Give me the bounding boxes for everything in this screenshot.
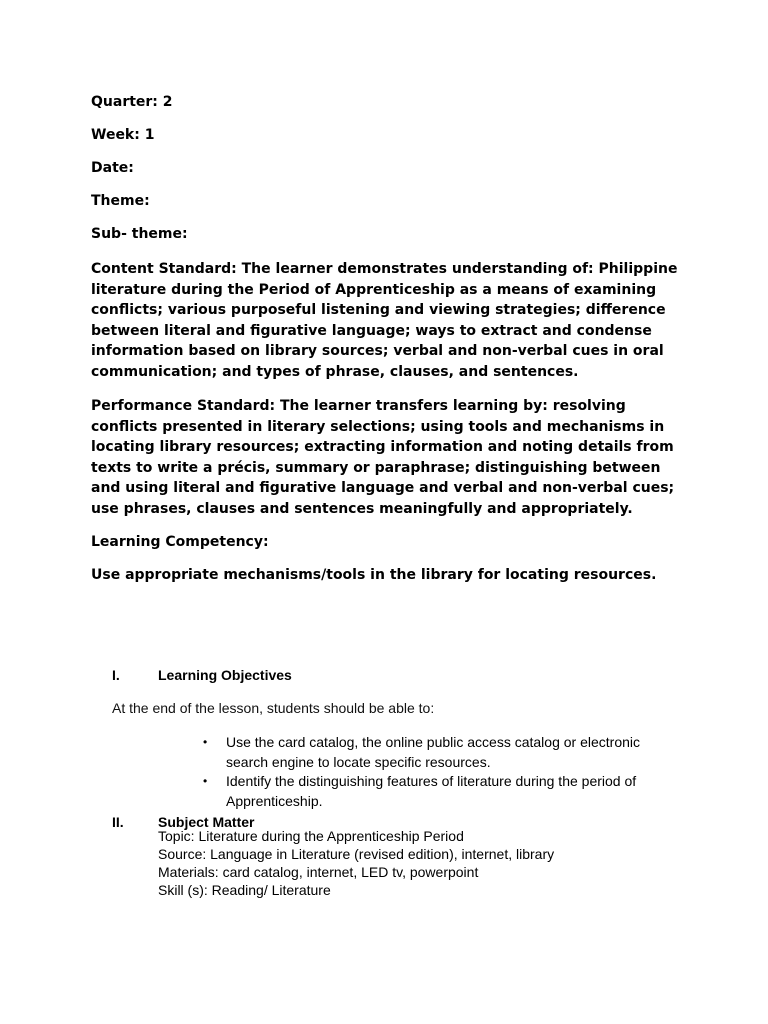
- theme-line: Theme:: [91, 193, 150, 209]
- objectives-list: [203, 733, 683, 811]
- list-item: [203, 733, 683, 772]
- section-2-number: II.: [112, 814, 124, 830]
- quarter-line: Quarter: 2: [91, 94, 173, 110]
- subject-matter-details: [158, 827, 554, 899]
- sub-theme-line: Sub- theme:: [91, 226, 188, 242]
- objectives-intro: At the end of the lesson, students should be able to:: [112, 700, 435, 716]
- objective-text: Identify the distinguishing features of literature during the period of Apprenticeship.: [226, 773, 637, 809]
- section-1-title: Learning Objectives: [158, 667, 292, 683]
- list-item: [203, 772, 683, 811]
- learning-competency-label: Learning Competency:: [91, 534, 269, 550]
- date-line: Date:: [91, 160, 134, 176]
- topic-line: Topic: Literature during the Apprenticeship Period: [158, 828, 464, 844]
- content-standard-paragraph: Content Standard: The learner demonstrates understanding of: Philippine literature during the Period of Apprenticeship as a means of examining conflicts; various purposeful listening and viewing strategies; difference between literal and figurative language; ways to extract and condense information based on library sources; verbal and non-verbal cues in oral communication; and types of phrase, clauses, and sentences.: [91, 261, 678, 380]
- source-line: Source: Language in Literature (revised edition), internet, library: [158, 846, 555, 862]
- lesson-header: [91, 93, 691, 258]
- bullet-icon: •: [203, 774, 208, 788]
- bullet-icon: •: [203, 735, 208, 749]
- objective-text: Use the card catalog, the online public access catalog or electronic search engine to locate specific resources.: [226, 734, 641, 770]
- week-line: Week: 1: [91, 127, 155, 143]
- skill-line: Skill (s): Reading/ Literature: [158, 882, 331, 898]
- learning-competency-text: Use appropriate mechanisms/tools in the library for locating resources.: [91, 567, 657, 583]
- section-2-title: Subject Matter: [158, 814, 255, 830]
- section-1-number: I.: [112, 667, 120, 683]
- performance-standard-paragraph: Performance Standard: The learner transfers learning by: resolving conflicts presented in literary selections; using tools and mechanisms in locating library resources; extracting information and noting details from texts to write a précis, summary or paraphrase; distinguishing between and using literal and figurative language and verbal and non-verbal cues; use phrases, clauses and sentences meaningfully and appropriately.: [91, 398, 675, 517]
- materials-line: Materials: card catalog, internet, LED tv, powerpoint: [158, 864, 479, 880]
